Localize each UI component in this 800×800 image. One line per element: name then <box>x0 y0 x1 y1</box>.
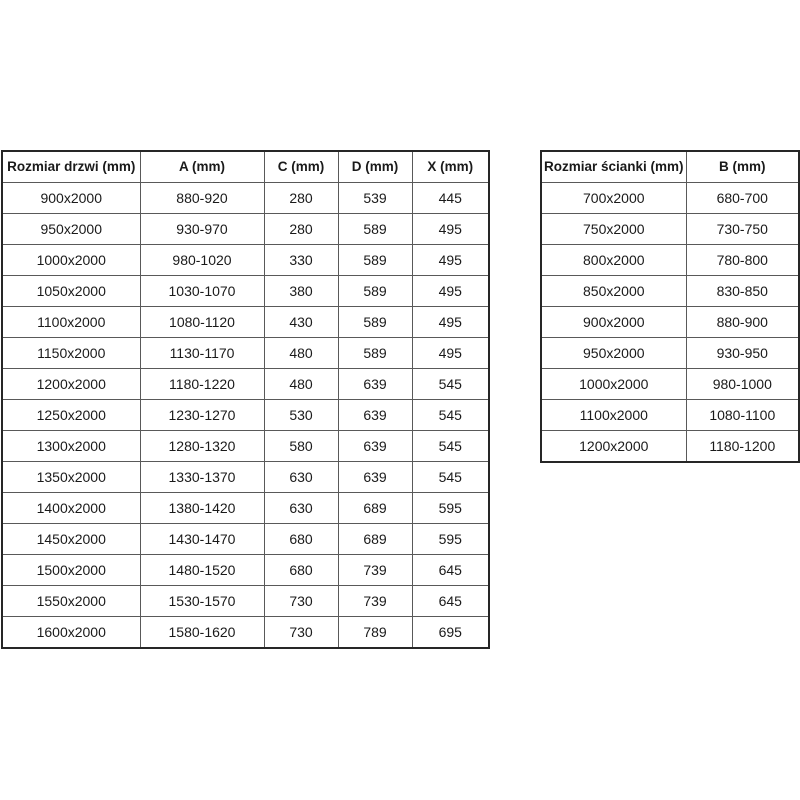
table-cell: 1400x2000 <box>2 493 140 524</box>
table-cell: 900x2000 <box>541 307 686 338</box>
table-cell: 280 <box>264 183 338 214</box>
table-cell: 589 <box>338 338 412 369</box>
table-row <box>2 524 489 555</box>
table-cell: 739 <box>338 586 412 617</box>
table-row <box>541 307 799 338</box>
table-cell: 480 <box>264 338 338 369</box>
table-cell: 1150x2000 <box>2 338 140 369</box>
table-cell: 689 <box>338 493 412 524</box>
table-cell: 800x2000 <box>541 245 686 276</box>
table-cell: 545 <box>412 431 489 462</box>
table-row <box>2 493 489 524</box>
table-cell: 545 <box>412 400 489 431</box>
table-row <box>541 276 799 307</box>
table-cell: 1480-1520 <box>140 555 264 586</box>
table-cell: 1330-1370 <box>140 462 264 493</box>
column-header: Rozmiar drzwi (mm) <box>2 151 140 183</box>
table-cell: 1530-1570 <box>140 586 264 617</box>
table-row <box>2 586 489 617</box>
table-row <box>541 183 799 214</box>
table-cell: 1200x2000 <box>2 369 140 400</box>
table-row <box>541 338 799 369</box>
table-cell: 645 <box>412 555 489 586</box>
table-cell: 980-1000 <box>686 369 799 400</box>
table-cell: 880-920 <box>140 183 264 214</box>
column-header: X (mm) <box>412 151 489 183</box>
table-cell: 1600x2000 <box>2 617 140 649</box>
table-cell: 680 <box>264 555 338 586</box>
table-cell: 639 <box>338 400 412 431</box>
table-row <box>2 276 489 307</box>
table-row <box>2 462 489 493</box>
table-cell: 900x2000 <box>2 183 140 214</box>
table-row <box>541 245 799 276</box>
table-row <box>2 431 489 462</box>
table-cell: 1100x2000 <box>2 307 140 338</box>
table-cell: 700x2000 <box>541 183 686 214</box>
table-cell: 730 <box>264 586 338 617</box>
table-cell: 1550x2000 <box>2 586 140 617</box>
table-cell: 1450x2000 <box>2 524 140 555</box>
table-cell: 639 <box>338 431 412 462</box>
table-cell: 595 <box>412 524 489 555</box>
table-cell: 639 <box>338 462 412 493</box>
table-cell: 880-900 <box>686 307 799 338</box>
table-cell: 645 <box>412 586 489 617</box>
table-cell: 280 <box>264 214 338 245</box>
table-row <box>2 214 489 245</box>
table-cell: 1080-1100 <box>686 400 799 431</box>
column-header: Rozmiar ścianki (mm) <box>541 151 686 183</box>
table-cell: 689 <box>338 524 412 555</box>
column-header: D (mm) <box>338 151 412 183</box>
table-cell: 380 <box>264 276 338 307</box>
table-row <box>541 369 799 400</box>
table-row <box>2 183 489 214</box>
table-cell: 1350x2000 <box>2 462 140 493</box>
table-row <box>2 617 489 649</box>
table-cell: 495 <box>412 307 489 338</box>
table-cell: 1180-1220 <box>140 369 264 400</box>
table-row <box>2 400 489 431</box>
table-cell: 1180-1200 <box>686 431 799 463</box>
table-cell: 480 <box>264 369 338 400</box>
table-cell: 580 <box>264 431 338 462</box>
table-cell: 495 <box>412 214 489 245</box>
table-cell: 1030-1070 <box>140 276 264 307</box>
table-cell: 950x2000 <box>541 338 686 369</box>
table-cell: 680-700 <box>686 183 799 214</box>
table-cell: 1050x2000 <box>2 276 140 307</box>
table-row <box>2 338 489 369</box>
table-row <box>2 369 489 400</box>
table-cell: 445 <box>412 183 489 214</box>
table-cell: 789 <box>338 617 412 649</box>
table-cell: 1000x2000 <box>2 245 140 276</box>
table-cell: 980-1020 <box>140 245 264 276</box>
column-header: C (mm) <box>264 151 338 183</box>
table-cell: 595 <box>412 493 489 524</box>
table-cell: 589 <box>338 307 412 338</box>
table-cell: 1580-1620 <box>140 617 264 649</box>
table-cell: 1130-1170 <box>140 338 264 369</box>
table-cell: 630 <box>264 462 338 493</box>
table-row <box>2 555 489 586</box>
table-cell: 950x2000 <box>2 214 140 245</box>
table-row <box>2 307 489 338</box>
table-cell: 630 <box>264 493 338 524</box>
table-cell: 739 <box>338 555 412 586</box>
table-row <box>541 214 799 245</box>
table-cell: 539 <box>338 183 412 214</box>
table-cell: 1000x2000 <box>541 369 686 400</box>
table-cell: 1250x2000 <box>2 400 140 431</box>
door-table-header-row <box>2 151 489 183</box>
table-cell: 930-970 <box>140 214 264 245</box>
table-cell: 545 <box>412 369 489 400</box>
column-header: A (mm) <box>140 151 264 183</box>
table-cell: 495 <box>412 245 489 276</box>
wall-size-table <box>540 150 800 463</box>
table-cell: 930-950 <box>686 338 799 369</box>
table-cell: 430 <box>264 307 338 338</box>
table-cell: 830-850 <box>686 276 799 307</box>
door-size-table <box>1 150 490 649</box>
table-cell: 850x2000 <box>541 276 686 307</box>
table-cell: 589 <box>338 245 412 276</box>
table-row <box>2 245 489 276</box>
table-cell: 1200x2000 <box>541 431 686 463</box>
table-cell: 639 <box>338 369 412 400</box>
table-cell: 1380-1420 <box>140 493 264 524</box>
table-row <box>541 400 799 431</box>
column-header: B (mm) <box>686 151 799 183</box>
table-cell: 1230-1270 <box>140 400 264 431</box>
table-cell: 750x2000 <box>541 214 686 245</box>
table-cell: 545 <box>412 462 489 493</box>
table-cell: 589 <box>338 276 412 307</box>
table-cell: 680 <box>264 524 338 555</box>
table-cell: 589 <box>338 214 412 245</box>
table-cell: 1280-1320 <box>140 431 264 462</box>
table-cell: 730-750 <box>686 214 799 245</box>
table-cell: 1080-1120 <box>140 307 264 338</box>
table-cell: 495 <box>412 276 489 307</box>
table-row <box>541 431 799 463</box>
table-cell: 1300x2000 <box>2 431 140 462</box>
table-cell: 530 <box>264 400 338 431</box>
table-cell: 1100x2000 <box>541 400 686 431</box>
wall-table-header-row <box>541 151 799 183</box>
table-cell: 1430-1470 <box>140 524 264 555</box>
table-cell: 1500x2000 <box>2 555 140 586</box>
table-cell: 780-800 <box>686 245 799 276</box>
table-cell: 695 <box>412 617 489 649</box>
table-cell: 730 <box>264 617 338 649</box>
table-cell: 495 <box>412 338 489 369</box>
table-cell: 330 <box>264 245 338 276</box>
